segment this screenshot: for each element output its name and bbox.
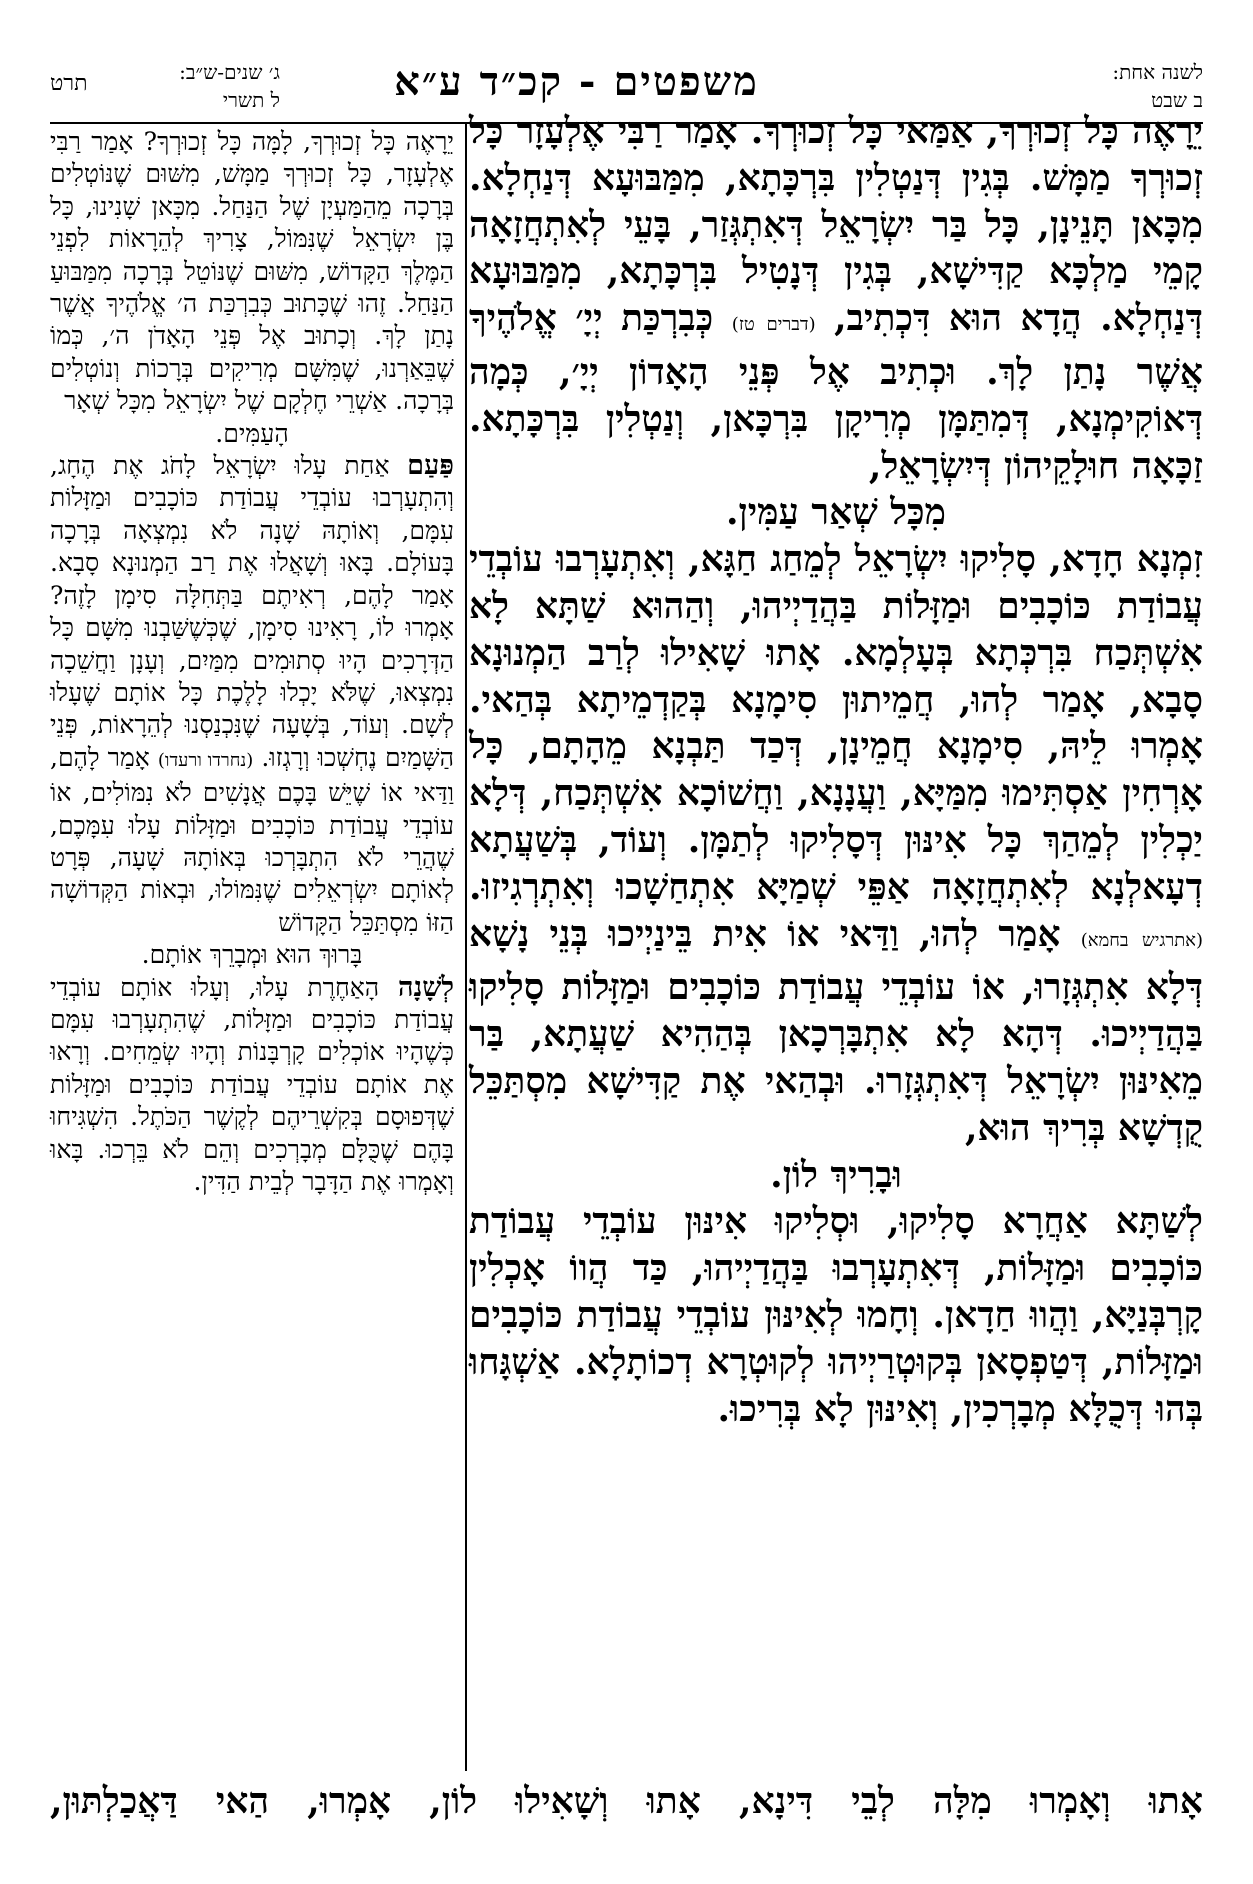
bottom-continuation-line: אָתוּ וְאָמְרוּ מִלָּה לְבֵי דִּינָא, אָתוּ וְשָׁאִילוּ לוֹן, אָמְרוּ, הַאי דַּאֲכַלְתּוּן,	[50, 1780, 1203, 1822]
commentary-text-span: אָמַר לָהֶם, וַדַּאי אוֹ שֶׁיֵּשׁ בָּכֶם אֲנָשִׁים לֹא נִמּוֹלִים, אוֹ עוֹבְדֵי עֲבוֹדַת כּוֹכָבִים וּמַזָּלוֹת עָלוּ עִמָּכֶם, שֶׁהֲרֵי לֹא הִתְבָּרְכוּ בְּאוֹתָהּ שָׁעָה, פְּרָט לְאוֹתָם יִשְׂרְאֵלִים שֶׁנִּמּוֹלוּ, וּבְאוֹת הַקְּדוֹשָׁה הַזּוֹ מִסְתַּכֵּל הַקָּדוֹשׁ	[50, 742, 454, 937]
commentary-paragraph-2-end: בָּרוּךְ הוּא וּמְבָרֵךְ אוֹתָם.	[141, 940, 363, 970]
scripture-reference: (דברים טז)	[731, 314, 816, 336]
gloss-reference: (נחרדו ורעדו)	[157, 749, 254, 771]
main-paragraph-2	[469, 536, 1203, 1151]
commentary-column	[50, 126, 454, 1766]
page-title: משפטים - קכ״ד ע״א	[394, 58, 759, 105]
header-right-line2: ב שבט	[1151, 88, 1203, 112]
commentary-text-span: הָאַחֶרֶת עָלוּ, וְעָלוּ אוֹתָם עוֹבְדֵי עֲבוֹדַת כּוֹכָבִים וּמַזָּלוֹת, שֶׁהִתְעָרְבוּ עִמָּם כְּשֶׁהָיוּ אוֹכְלִים קָרְבָּנוֹת וְהָיוּ שְׂמֵחִים. וְרָאוּ אֶת אוֹתָם עוֹבְדֵי עֲבוֹדַת כּוֹכָבִים וּמַזָּלוֹת שֶׁדְּפוּסָם בְּקִשְׁרֵיהֶם לְקֶשֶׁר הַכֹּתֶל. הִשְׁגִּיחוּ בָּהֶם שֶׁכֻּלָּם מְבָרְכִים וְהֵם לֹא בֵּרְכוּ. בָּאוּ וְאָמְרוּ אֶת הַדָּבָר לְבֵית הַדִּין.	[50, 972, 454, 1196]
commentary-lead-word: לְשָׁנָה	[397, 971, 454, 1003]
commentary-paragraph-2	[50, 450, 454, 939]
main-text-span: כְּבִרְכַּת יְיָ׳ אֱלֹהֶיךָ אֲשֶׁר נָתַן לָךְ. וּכְתִיב אֶל פְּנֵי הָאָדוֹן יְיָ׳, כְּמָה דְּאוֹקִימְנָא, דְּמִתַּמָּן מְרִיקָן בִּרְכָּאן, וְנַטְלִין בִּרְכָּתָא. זַכָּאָה חוּלָקֵיהוֹן דְּיִשְׂרָאֵל,	[469, 297, 1203, 487]
column-divider	[465, 124, 467, 1771]
commentary-paragraph-1: יֵרָאֶה כָּל זְכוּרְךָ, לָמָּה כָּל זְכוּרְךָ? אָמַר רַבִּי אֶלְעָזָר, כָּל זְכוּרְךָ מַמָּשׁ, מִשּׁוּם שֶׁנּוֹטְלִים בְּרָכָה מֵהַמַּעְיָן שֶׁל הַנַּחַל. מִכָּאן שָׁנִינוּ, כָּל בֶּן יִשְׂרָאֵל שֶׁנִּמּוֹל, צָרִיךְ לְהֵרָאוֹת לִפְנֵי הַמֶּלֶךְ הַקָּדוֹשׁ, מִשּׁוּם שֶׁנּוֹטֵל בְּרָכָה מִמַּבּוּעַ הַנַּחַל. זֶהוּ שֶׁכָּתוּב כְּבִרְכַּת ה׳ אֱלֹהֶיךָ אֲשֶׁר נָתַן לָךְ. וְכָתוּב אֶל פְּנֵי הָאָדֹן ה׳, כְּמוֹ שֶׁבֵּאַרְנוּ, שֶׁמִּשָּׁם מְרִיקִים בְּרָכוֹת וְנוֹטְלִים בְּרָכָה. אַשְׁרֵי חֶלְקָם שֶׁל יִשְׂרָאֵל מִכָּל שְׁאָר	[50, 127, 454, 416]
main-paragraph-1-end: מִכָּל שְׁאַר עַמִּין.	[726, 491, 946, 534]
header-right-note	[1013, 58, 1203, 114]
header-right-line1: לשנה אחת:	[1112, 60, 1203, 84]
main-text-span: אָמַר לְהוּ, וַדַּאי אוֹ אִית בֵּינַיְיכוּ בְּנֵי נָשָׁא דְּלָא אִתְגְּזָרוּ, אוֹ עוֹבְדֵי עֲבוֹדַת כּוֹכָבִים וּמַזָּלוֹת סָלִיקוּ בַּהֲדַיְיכוּ. דְּהָא לָא אִתְבָּרְכָאן בְּהַהִיא שַׁעֲתָא, בַּר מֵאִינּוּן יִשְׂרָאֵל דְּאִתְגְּזָרוּ. וּבְהַאי אֶת קַדִּישָׁא מִסְתַּכֵּל קֻדְשָׁא בְּרִיךְ הוּא,	[469, 912, 1203, 1149]
commentary-lead-word: פַּעַם	[407, 450, 454, 482]
header-left-line1: ג׳ שנים-ש״ב:	[179, 60, 280, 84]
main-text-span: יֵרָאֶה כָּל זְכוּרְךָ, אַמַּאי כָּל זְכוּרְךָ. אָמַר רַבִּי אֶלְעָזָר כָּל זְכוּרְךָ מַמָּשׁ. בְּגִין דְּנַטְלִין בִּרְכָּתָא, מִמַּבּוּעָא דְּנַחְלָא. מִכָּאן תָּנֵינָן, כָּל בַּר יִשְׂרָאֵל דְּאִתְגְּזַר, בָּעֵי לְאִתְחֲזָאָה קָמֵי מַלְכָּא קַדִּישָׁא, בְּגִין דְּנָטִיל בִּרְכָּתָא, מִמַּבּוּעָא דְּנַחְלָא. הֲדָא הוּא דִּכְתִיב,	[469, 110, 1203, 340]
commentary-paragraph-1-end: הָעַמִּים.	[215, 418, 289, 448]
main-text-column	[469, 108, 1203, 1768]
commentary-text-span: אַחַת עָלוּ יִשְׂרָאֵל לָחֹג אֶת הֶחָג, וְהִתְעָרְבוּ עוֹבְדֵי עֲבוֹדַת כּוֹכָבִים וּמַזָּלוֹת עִמָּם, וְאוֹתָהּ שָׁנָה לֹא נִמְצְאָה בְּרָכָה בָּעוֹלָם. בָּאוּ וְשָׁאֲלוּ אֶת רַב הַמְנוּנָא סָבָא. אָמַר לָהֶם, רְאִיתֶם בַּתְּחִלָּה סִימָן לָזֶה? אָמְרוּ לוֹ, רָאִינוּ סִימָן, שֶׁכְּשֶׁשַּׁבְנוּ מִשָּׁם כָּל הַדְּרָכִים הָיוּ סְתוּמִים מִמַּיִם, וְעָנָן וַחֲשֵׁכָה נִמְצְאוּ, שֶׁלֹּא יָכְלוּ לָלֶכֶת כָּל אוֹתָם שֶׁעָלוּ לְשָׁם. וְעוֹד, בְּשָׁעָה שֶׁנִּכְנַסְנוּ לְהֵרָאוֹת, פְּנֵי הַשָּׁמַיִם נֶחְשְׁכוּ וְרָגְזוּ.	[50, 451, 455, 772]
main-paragraph-3: לְשַׁתָּא אַחֲרָא סָלִיקוּ, וּסְלִיקוּ אִינּוּן עוֹבְדֵי עֲבוֹדַת כּוֹכָבִים וּמַזָּלוֹת, דְּאִתְעָרְבוּ בַּהֲדַיְיהוּ, כַּד הֲווֹ אָכְלִין קָרְבְּנַיָּא, וַהֲווּ חַדָאן. וְחָמוּ לְאִינּוּן עוֹבְדֵי עֲבוֹדַת כּוֹכָבִים וּמַזָּלוֹת, דְּטַפְסָאן בְּקוּטְרַיְיהוּ לְקוּטְרָא דְכוֹתָלָא. אַשְׁגָּחוּ בְּהוּ דְּכֻלָּא מְבָרְכִין, וְאִינּוּן לָא בְּרִיכוּ.	[469, 1200, 1203, 1430]
gloss-reference: (אתרגיש בחמא)	[1080, 929, 1203, 951]
header-left-line2: ל תשרי	[222, 88, 280, 112]
main-paragraph-1	[469, 108, 1203, 489]
commentary-paragraph-3	[50, 972, 454, 1199]
main-text-span: זִמְנָא חָדָא, סָלִיקוּ יִשְׂרָאֵל לְמֵחַג חַגָּא, וְאִתְעָרְבוּ עוֹבְדֵי עֲבוֹדַת כּוֹכָבִים וּמַזָּלוֹת בַּהֲדַיְיהוּ, וְהַהוּא שַׁתָּא לָא אִשְׁתְּכַח בִּרְכְּתָא בְּעָלְמָא. אָתוּ שָׁאִילוּ לְרַב הַמְנוּנָא סָבָא, אָמַר לְהוּ, חֲמֵיתוּן סִימָנָא בְּקַדְמֵיתָא בְּהַאי. אָמְרוּ לֵיהּ, סִימָנָא חֲמֵינָן, דְּכַד תַּבְנָא מֵהָתָם, כָּל אָרְחִין אַסְתִּימוּ מִמַּיָּא, וַעֲנָנָא, וַחֲשׁוֹכָא אִשְׁתְּכַח, דְּלָא יַכְלִין לְמֵהַךְ כָּל אִינּוּן דְּסָלִיקוּ לְתַמָּן. וְעוֹד, בְּשַׁעֲתָא דְעָאלְנָא לְאִתְחֲזָאָה אַפֵּי שְׁמַיָּא אִתְחַשָׁכוּ וְאִתְרְגִיזוּ.	[469, 538, 1203, 908]
page-number: תרט	[50, 71, 88, 96]
main-paragraph-2-end: וּבָרִיךְ לוֹן.	[770, 1153, 902, 1196]
header-left-note	[120, 58, 280, 114]
